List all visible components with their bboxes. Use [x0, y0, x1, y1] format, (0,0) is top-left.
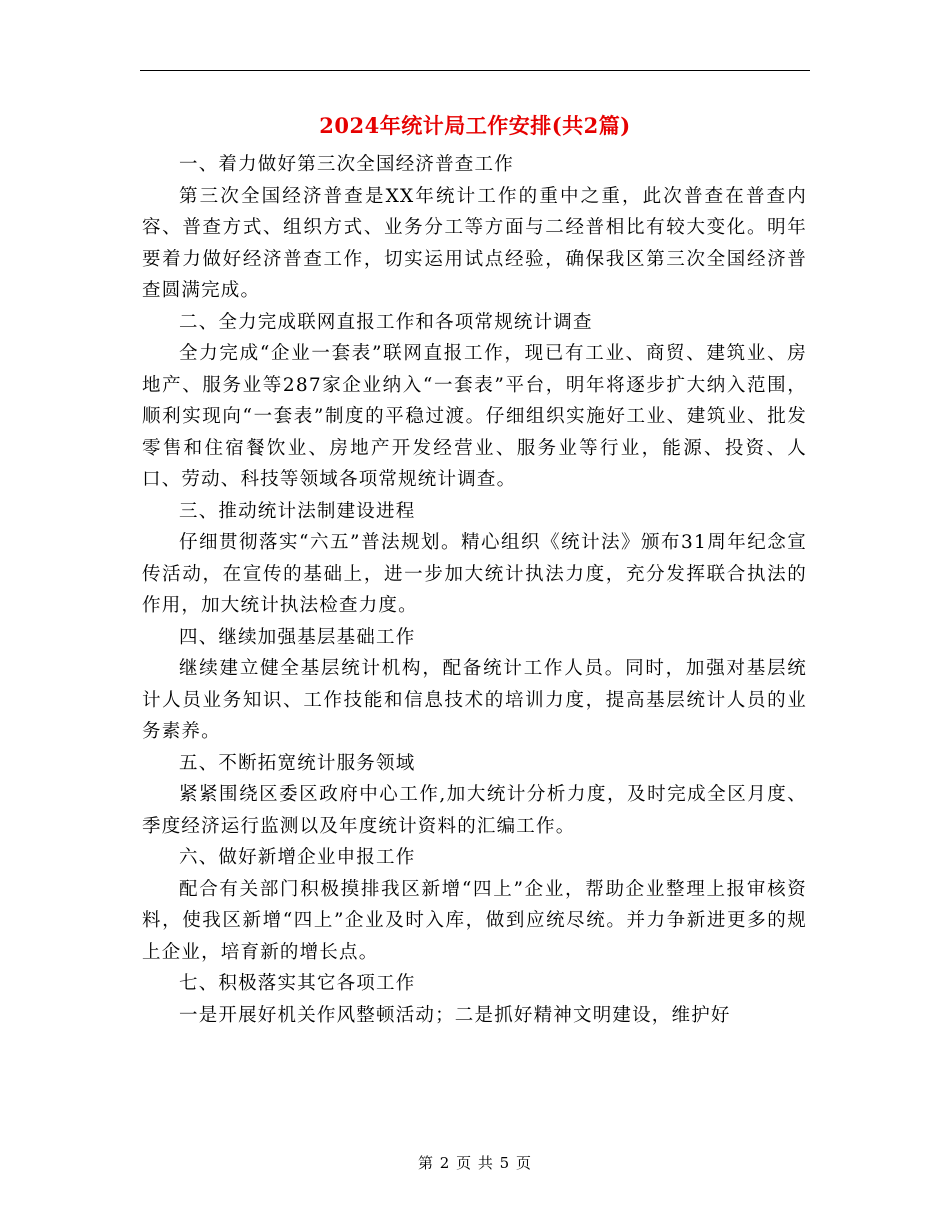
header-rule [140, 70, 810, 71]
section-heading-7: 七、积极落实其它各项工作 [179, 973, 416, 994]
section-heading-3: 三、推动统计法制建设进程 [179, 500, 416, 522]
section-heading-2: 二、全力完成联网直报工作和各项常规统计调查 [179, 311, 593, 333]
section-heading-4: 四、继续加强基层基础工作 [179, 626, 416, 648]
section-heading-1: 一、着力做好第三次全国经济普查工作 [179, 154, 514, 175]
section-body-6: 配合有关部门积极摸排我区新增“四上”企业，帮助企业整理上报审核资料，使我区新增“四上”企业及时入库，做到应统尽统。并力争新进更多的规上企业，培育新的增长点。 [142, 878, 807, 963]
section-body-1: 第三次全国经济普查是XX年统计工作的重中之重，此次普查在普查内容、普查方式、组织方式、业务分工等方面与二经普相比有较大变化。明年要着力做好经济普查工作，切实运用试点经验，确保我区第三次全国经济普查圆满完成。 [142, 185, 807, 301]
section-heading-5: 五、不断拓宽统计服务领域 [179, 752, 416, 774]
section-heading-6: 六、做好新增企业申报工作 [179, 847, 416, 868]
page-number-footer: 第 2 页 共 5 页 [418, 1154, 532, 1172]
section-body-3: 仔细贯彻落实“六五”普法规划。精心组织《统计法》颁布31周年纪念宣传活动，在宣传的基础上，进一步加大统计执法力度，充分发挥联合执法的作用，加大统计执法检查力度。 [142, 532, 807, 616]
document-title: 2024年统计局工作安排(共2篇) [319, 113, 631, 138]
section-body-5: 紧紧围绕区委区政府中心工作,加大统计分析力度，及时完成全区月度、季度经济运行监测以及年度统计资料的汇编工作。 [142, 784, 807, 837]
section-body-2: 全力完成“企业一套表”联网直报工作，现已有工业、商贸、建筑业、房地产、服务业等287家企业纳入“一套表”平台，明年将逐步扩大纳入范围，顺利实现向“一套表”制度的平稳过渡。仔细组织实施好工业、建筑业、批发零售和住宿餐饮业、房地产开发经营业、服务业等行业，能源、投资、人口、劳动、科技等领域各项常规统计调查。 [142, 343, 807, 490]
section-body-4: 继续建立健全基层统计机构，配备统计工作人员。同时，加强对基层统计人员业务知识、工作技能和信息技术的培训力度，提高基层统计人员的业务素养。 [142, 658, 807, 742]
section-body-7: 一是开展好机关作风整顿活动；二是抓好精神文明建设，维护好 [179, 1004, 731, 1026]
document-body [142, 149, 807, 1031]
